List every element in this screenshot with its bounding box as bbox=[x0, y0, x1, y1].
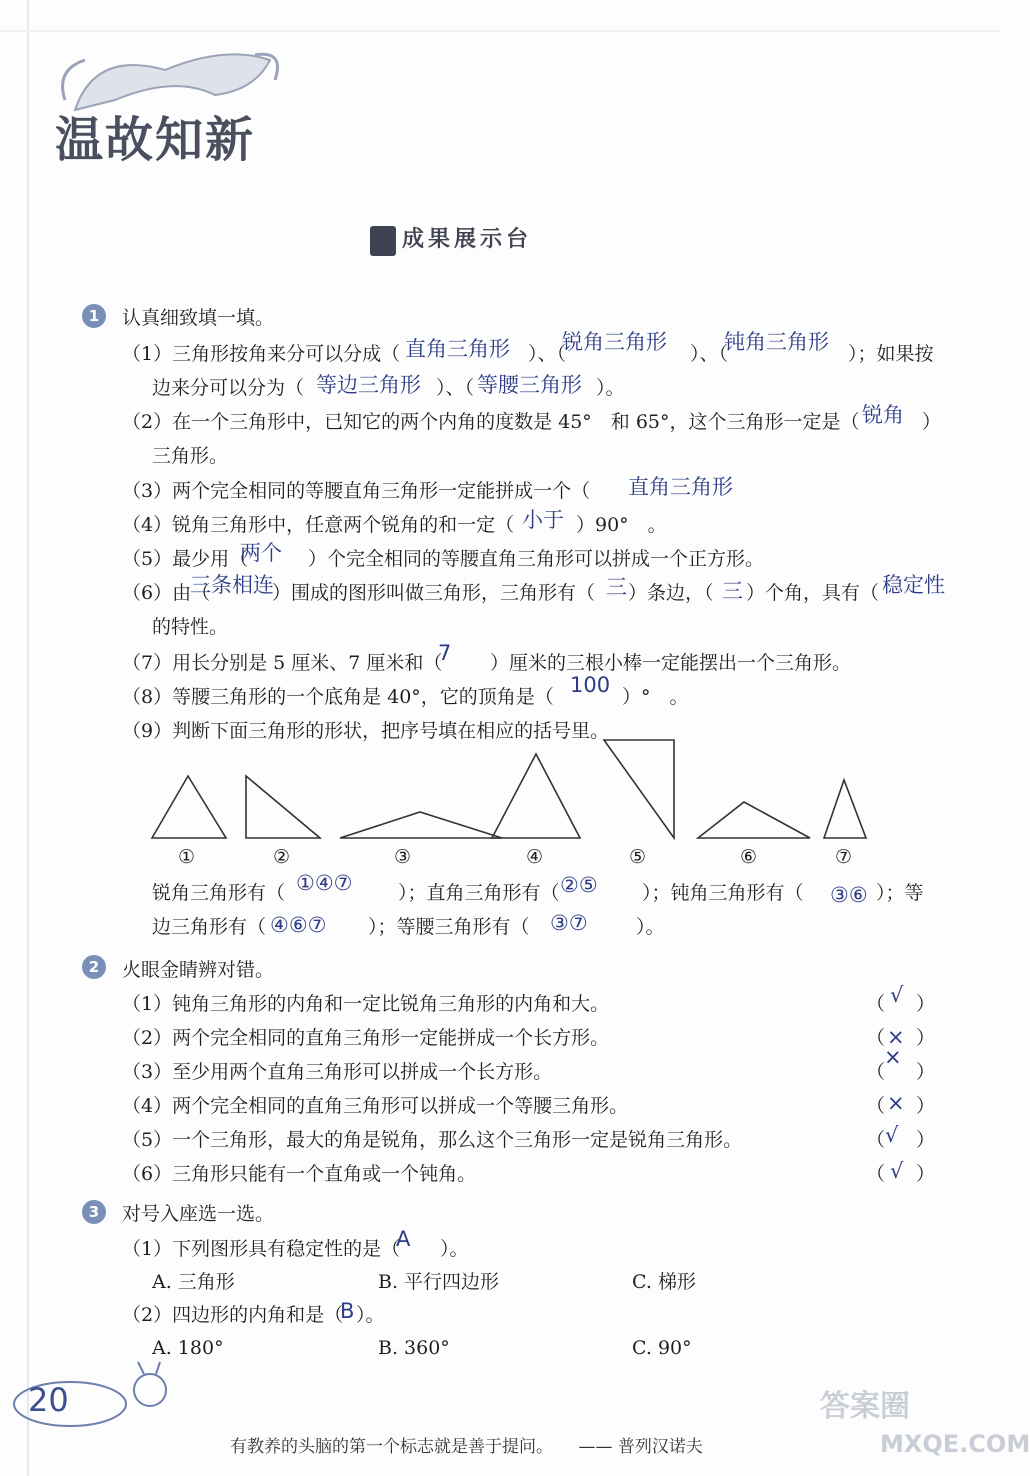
q8-text-a: （8）等腰三角形的一个底角是 40°，它的顶角是（ bbox=[122, 686, 554, 708]
paren-open: （ bbox=[866, 1027, 886, 1049]
judge-mark-4: × bbox=[887, 1091, 905, 1115]
choice-q2-answer: B bbox=[340, 1299, 355, 1323]
q1-text-b: ）、（ bbox=[528, 343, 567, 365]
title-banner bbox=[55, 40, 295, 190]
r2-answer-1: ④⑥⑦ bbox=[270, 913, 327, 937]
section-2-icon: 2 bbox=[82, 955, 106, 979]
choice-q2-text: （2）四边形的内角和是（ bbox=[122, 1304, 344, 1326]
judge-item-6: （6）三角形只能有一个直角或一个钝角。 bbox=[122, 1163, 477, 1185]
paren-open: （ bbox=[866, 993, 886, 1015]
q6-text-b: ）围成的图形叫做三角形，三角形有（ bbox=[272, 582, 596, 604]
triangle-label-6: ⑥ bbox=[740, 846, 758, 868]
q1-text-d: ）；如果按 bbox=[848, 343, 934, 365]
r1-text-c: ）；钝角三角形有（ bbox=[642, 882, 804, 904]
choice-q1-answer: A bbox=[396, 1227, 411, 1251]
r2-text-c: ）。 bbox=[636, 916, 665, 938]
q1-text-g: ）。 bbox=[596, 377, 625, 399]
q7-text-a: （7）用长分别是 5 厘米、7 厘米和（ bbox=[122, 652, 443, 674]
q1-answer-5: 等腰三角形 bbox=[477, 373, 582, 397]
section-1-icon: 1 bbox=[82, 304, 106, 328]
judge-mark-6: √ bbox=[890, 1159, 904, 1183]
q1-answer-4: 等边三角形 bbox=[316, 373, 421, 397]
triangle-label-3: ③ bbox=[394, 846, 412, 868]
q6-text-c: ）条边，（ bbox=[628, 582, 714, 604]
section-3-icon: 3 bbox=[82, 1200, 106, 1224]
top-rule bbox=[0, 30, 1000, 32]
triangle-7 bbox=[824, 780, 866, 838]
margin-rule bbox=[27, 0, 29, 1476]
choice-q2-option-a: A. 180° bbox=[152, 1337, 224, 1359]
triangle-label-1: ① bbox=[178, 846, 196, 868]
choice-q1-text: （1）下列图形具有稳定性的是（ bbox=[122, 1238, 401, 1260]
q5-text-a: （5）最少用（ bbox=[122, 548, 249, 570]
r1-answer-3: ③⑥ bbox=[830, 883, 868, 907]
choice-q1-option-c: C. 梯形 bbox=[632, 1271, 696, 1293]
choice-q1-option-b: B. 平行四边形 bbox=[378, 1271, 500, 1293]
judge-item-3: （3）至少用两个直角三角形可以拼成一个长方形。 bbox=[122, 1061, 553, 1083]
q3-text-a: （3）两个完全相同的等腰直角三角形一定能拼成一个（ bbox=[122, 480, 591, 502]
r1-text-a: 锐角三角形有（ bbox=[152, 882, 286, 904]
r2-answer-2: ③⑦ bbox=[550, 911, 588, 935]
section-1-heading: 认真细致填一填。 bbox=[122, 307, 275, 329]
paren-close: ） bbox=[916, 993, 936, 1015]
triangle-figures bbox=[140, 760, 880, 850]
r2-text-b: ）；等腰三角形有（ bbox=[368, 916, 530, 938]
choice-q1-end: ）。 bbox=[440, 1238, 469, 1260]
paren-close: ） bbox=[916, 1061, 936, 1083]
r2-text-a: 边三角形有（ bbox=[152, 916, 267, 938]
choice-q2-option-c: C. 90° bbox=[632, 1337, 692, 1359]
q1-text-e: 边来分可以分为（ bbox=[152, 377, 305, 399]
q1-answer-3: 钝角三角形 bbox=[724, 330, 829, 354]
q7-answer: 7 bbox=[438, 641, 452, 665]
q5-answer: 两个 bbox=[240, 541, 282, 565]
judge-mark-5: √ bbox=[885, 1123, 899, 1147]
watermark-url: MXQE.COM bbox=[880, 1430, 1030, 1458]
judge-mark-3: × bbox=[884, 1045, 902, 1069]
q6-answer-1: 三条相连 bbox=[190, 573, 274, 597]
judge-item-4: （4）两个完全相同的直角三角形可以拼成一个等腰三角形。 bbox=[122, 1095, 629, 1117]
triangle-5 bbox=[604, 740, 674, 838]
q8-answer: 100 bbox=[570, 673, 611, 697]
r1-answer-1: ①④⑦ bbox=[296, 871, 353, 895]
section-2-heading: 火眼金睛辨对错。 bbox=[122, 959, 275, 981]
q2-text-a: （2）在一个三角形中，已知它的两个内角的度数是 45° 和 65°，这个三角形一定是（ bbox=[122, 411, 860, 433]
paren-open: （ bbox=[866, 1129, 886, 1151]
q2-answer: 锐角 bbox=[862, 403, 904, 427]
footer-quote: 有教养的头脑的第一个标志就是善于提问。 —— 普列汉诺夫 bbox=[230, 1437, 703, 1457]
triangle-label-2: ② bbox=[273, 846, 291, 868]
section-3-heading: 对号入座选一选。 bbox=[122, 1203, 275, 1225]
choice-q2-option-b: B. 360° bbox=[378, 1337, 450, 1359]
q5-text-b: ）个完全相同的等腰直角三角形可以拼成一个正方形。 bbox=[308, 548, 765, 570]
q1-text-f: ）、（ bbox=[436, 377, 475, 399]
judge-item-2: （2）两个完全相同的直角三角形一定能拼成一个长方形。 bbox=[122, 1027, 610, 1049]
q7-text-b: ）厘米的三根小棒一定能摆出一个三角形。 bbox=[490, 652, 852, 674]
watermark-logo: 答案圈 bbox=[820, 1389, 910, 1424]
q1-text-c: ）、（ bbox=[690, 343, 729, 365]
judge-mark-2: × bbox=[887, 1025, 905, 1049]
q6-answer-3: 三 bbox=[722, 579, 743, 603]
q6-text-e: 的特性。 bbox=[152, 616, 229, 638]
triangle-2 bbox=[246, 776, 320, 838]
q2-text-c: 三角形。 bbox=[152, 445, 229, 467]
paren-close: ） bbox=[916, 1129, 936, 1151]
q4-text-a: （4）锐角三角形中，任意两个锐角的和一定（ bbox=[122, 514, 515, 536]
judge-item-5: （5）一个三角形，最大的角是锐角，那么这个三角形一定是锐角三角形。 bbox=[122, 1129, 743, 1151]
triangle-label-5: ⑤ bbox=[629, 846, 647, 868]
choice-q2-end: ）。 bbox=[356, 1304, 385, 1326]
q3-answer: 直角三角形 bbox=[628, 475, 733, 499]
judge-item-1: （1）钝角三角形的内角和一定比锐角三角形的内角和大。 bbox=[122, 993, 610, 1015]
paren-close: ） bbox=[916, 1163, 936, 1185]
q1-text-a: （1）三角形按角来分可以分成（ bbox=[122, 343, 401, 365]
q4-answer: 小于 bbox=[522, 508, 564, 532]
r1-text-d: ）；等 bbox=[876, 882, 924, 904]
paren-open: （ bbox=[866, 1163, 886, 1185]
judge-mark-1: √ bbox=[890, 983, 904, 1007]
triangle-label-7: ⑦ bbox=[835, 846, 853, 868]
book-icon bbox=[370, 226, 396, 256]
q1-answer-1: 直角三角形 bbox=[405, 337, 510, 361]
q2-text-b: ） bbox=[922, 411, 942, 433]
triangle-3 bbox=[340, 812, 502, 838]
paren-close: ） bbox=[916, 1027, 936, 1049]
q6-text-d: ）个角，具有（ bbox=[746, 582, 880, 604]
triangle-4 bbox=[492, 754, 580, 838]
paren-close: ） bbox=[916, 1095, 936, 1117]
q6-text-a: （6）由（ bbox=[122, 582, 211, 604]
paren-open: （ bbox=[866, 1061, 886, 1083]
banner-title: 温故知新 bbox=[55, 112, 256, 168]
q4-text-b: ）90° 。 bbox=[576, 514, 667, 536]
section-banner-subtitle: 成果展示台 bbox=[402, 227, 533, 252]
choice-q1-option-a: A. 三角形 bbox=[152, 1271, 235, 1293]
triangle-6 bbox=[698, 802, 810, 838]
q9-text-a: （9）判断下面三角形的形状，把序号填在相应的括号里。 bbox=[122, 720, 610, 742]
q6-answer-4: 稳定性 bbox=[882, 573, 945, 597]
q6-answer-2: 三 bbox=[606, 575, 627, 599]
paren-open: （ bbox=[866, 1095, 886, 1117]
page-number: 20 bbox=[28, 1381, 69, 1419]
r1-text-b: ）；直角三角形有（ bbox=[398, 882, 560, 904]
triangle-1 bbox=[152, 776, 226, 838]
q8-text-b: ）° 。 bbox=[622, 686, 689, 708]
q1-answer-2: 锐角三角形 bbox=[562, 330, 667, 354]
triangle-label-4: ④ bbox=[526, 846, 544, 868]
r1-answer-2: ②⑤ bbox=[560, 873, 598, 897]
